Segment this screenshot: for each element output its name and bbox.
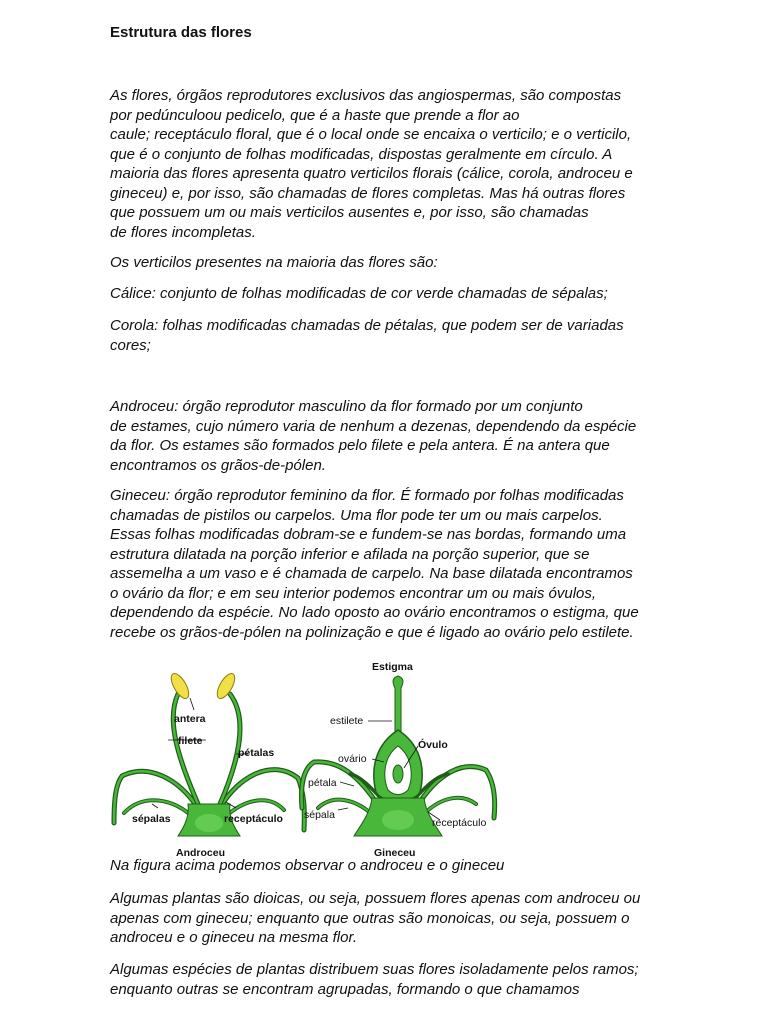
text-line: maioria das flores apresenta quatro verticilos florais (cálice, corola, androceu e [110, 165, 633, 182]
label-estilete: estilete [330, 715, 364, 727]
text-line: que é o conjunto de folhas modificadas, dispostas geralmente em círculo. A [110, 145, 613, 163]
text-line: Na figura acima podemos observar o androceu e o gineceu [110, 857, 505, 874]
text-line: assemelha a um vaso e é chamada de carpelo. Na base dilatada encontramos [110, 565, 633, 582]
leader-sepalas [152, 804, 158, 808]
androceu-receptacle-highlight [195, 814, 223, 832]
text-line: As flores, órgãos reprodutores exclusivos das angiospermas, são compostas [110, 87, 622, 104]
label-estigma: Estigma [372, 661, 413, 673]
text-line: apenas com gineceu; enquanto que outras são monoicas, ou seja, possuem o [110, 909, 630, 927]
leader-sepala [338, 808, 348, 810]
text-line: androceu e o gineceu na mesma flor. [110, 929, 358, 946]
text-line: o ovário da flor; e em seu interior podemos encontrar um ou mais óvulos, [110, 584, 597, 602]
androceu-diagram [114, 671, 304, 858]
text-line: encontramos os grãos-de-pólen. [110, 456, 326, 474]
label-receptaculo: receptáculo [224, 813, 283, 825]
text-line: caule; receptáculo floral, que é o local onde se encaixa o verticilo; e o verticilo, [110, 126, 632, 143]
label-petalas: pétalas [238, 747, 275, 759]
flower-structure-figure [108, 658, 528, 858]
androceu-left-anther [168, 671, 192, 701]
label-antera: antera [174, 713, 206, 725]
flower-diagram [108, 658, 528, 858]
label-sepalas: sépalas [132, 813, 171, 825]
text-line: recebe os grãos-de-pólen na polinização e que é ligado ao ovário pelo estilete. [110, 623, 634, 641]
text-line: da flor. Os estames são formados pelo filete e pela antera. É na antera que [110, 437, 610, 454]
paragraph-figure-caption [110, 856, 670, 876]
label-ovario: ovário [338, 753, 367, 765]
paragraph-verticilos [110, 253, 670, 273]
text-line: por pedúnculoou pedicelo, que é a haste que prende a flor ao [110, 106, 520, 124]
leader-antera [190, 698, 194, 710]
text-line: estrutura dilatada na porção inferior e afilada na porção superior, que se [110, 545, 590, 563]
gineceu-style [393, 676, 403, 734]
text-line: dependendo da espécie. No lado oposto ao ovário encontramos o estigma, que [110, 604, 639, 621]
text-line: Essas folhas modificadas dobram-se e fundem-se nas bordas, formando uma [110, 526, 627, 543]
text-line: Corola: folhas modificadas chamadas de pétalas, que podem ser de variadas [110, 317, 624, 334]
paragraph-calice [110, 284, 670, 304]
label-filete: filete [178, 735, 203, 747]
gineceu-ovule [393, 765, 403, 783]
label-petala: pétala [308, 777, 337, 789]
paragraph-corola [110, 316, 670, 355]
paragraph-gineceu [110, 486, 670, 642]
label-ovulo: Óvulo [418, 739, 448, 751]
paragraph-distribuicao [110, 960, 670, 999]
label-receptaculo-gineceu: receptáculo [432, 817, 487, 829]
gineceu-diagram [302, 661, 495, 858]
label-sepala: sépala [304, 809, 335, 821]
text-line: Gineceu: órgão reprodutor feminino da flor. É formado por folhas modificadas [110, 487, 624, 504]
leader-petala [340, 782, 354, 786]
paragraph-androceu [110, 397, 670, 475]
caption-androceu: Androceu [176, 847, 226, 858]
text-line: de estames, cujo número varia de nenhum a dezenas, dependendo da espécie [110, 417, 637, 435]
text-line: Algumas plantas são dioicas, ou seja, possuem flores apenas com androceu ou [110, 890, 641, 907]
text-line: gineceu) e, por isso, são chamadas de flores completas. Mas há outras flores [110, 184, 626, 202]
text-line: chamadas de pistilos ou carpelos. Uma flor pode ter um ou mais carpelos. [110, 506, 603, 524]
text-line: Os verticilos presentes na maioria das flores são: [110, 254, 438, 271]
paragraph-intro [110, 86, 670, 242]
text-line: de flores incompletas. [110, 223, 256, 241]
text-line: Cálice: conjunto de folhas modificadas de cor verde chamadas de sépalas; [110, 285, 608, 302]
text-line: cores; [110, 336, 151, 354]
page-title: Estrutura das flores [110, 24, 252, 41]
caption-gineceu: Gineceu [374, 847, 416, 858]
text-line: enquanto outras se encontram agrupadas, formando o que chamamos [110, 980, 580, 998]
paragraph-dioicas [110, 889, 670, 948]
text-line: Androceu: órgão reprodutor masculino da flor formado por um conjunto [110, 398, 583, 415]
text-line: que possuem um ou mais verticilos ausentes e, por isso, são chamadas [110, 204, 589, 221]
gineceu-receptacle-highlight [382, 810, 414, 830]
text-line: Algumas espécies de plantas distribuem suas flores isoladamente pelos ramos; [110, 961, 639, 978]
